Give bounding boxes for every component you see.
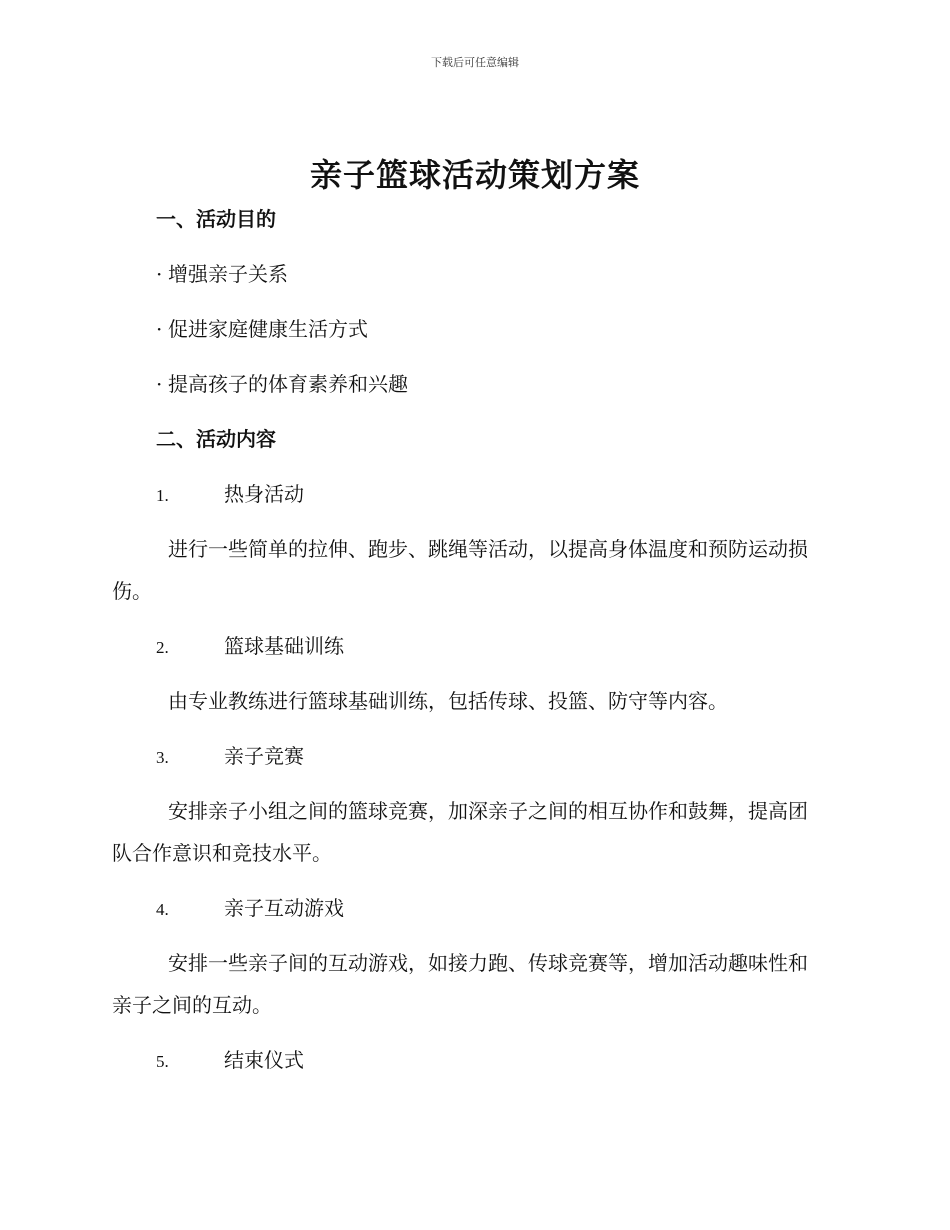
item-number: 3. (156, 748, 169, 767)
bullet-text: 提高孩子的体育素养和兴趣 (168, 372, 408, 396)
item-number: 1. (156, 486, 169, 505)
item-number: 5. (156, 1052, 169, 1071)
document-title: 亲子篮球活动策划方案 (309, 156, 640, 194)
bullet-item (156, 370, 408, 398)
item-title: 结束仪式 (224, 1048, 304, 1072)
item-title: 亲子竞赛 (224, 744, 304, 768)
list-item-games (156, 894, 344, 924)
section-heading-content: 二、活动内容 (156, 427, 276, 451)
item-description: 由专业教练进行篮球基础训练，包括传球、投篮、防守等内容。 (168, 689, 728, 713)
list-item-warmup (156, 480, 304, 510)
item-number: 2. (156, 638, 169, 657)
list-item-closing (156, 1046, 304, 1076)
section-heading-purpose: 一、活动目的 (156, 207, 276, 231)
list-item-competition (156, 742, 304, 772)
item-description: 进行一些简单的拉伸、跑步、跳绳等活动，以提高身体温度和预防运动损伤。 (112, 537, 808, 603)
bullet-text: 增强亲子关系 (168, 262, 288, 286)
bullet-item (156, 260, 288, 288)
item-title: 篮球基础训练 (224, 634, 344, 658)
item-title: 热身活动 (224, 482, 304, 506)
item-title: 亲子互动游戏 (224, 896, 344, 920)
header-note: 下载后可任意编辑 (431, 56, 519, 69)
item-description: 安排一些亲子间的互动游戏，如接力跑、传球竞赛等，增加活动趣味性和亲子之间的互动。 (112, 951, 808, 1017)
item-description: 安排亲子小组之间的篮球竞赛，加深亲子之间的相互协作和鼓舞，提高团队合作意识和竞技水平。 (112, 799, 808, 865)
bullet-dot: · (156, 262, 163, 286)
list-item-training (156, 632, 344, 662)
bullet-dot: · (156, 317, 163, 341)
item-number: 4. (156, 900, 169, 919)
bullet-item (156, 315, 368, 343)
bullet-text: 促进家庭健康生活方式 (168, 317, 368, 341)
bullet-dot: · (156, 372, 163, 396)
